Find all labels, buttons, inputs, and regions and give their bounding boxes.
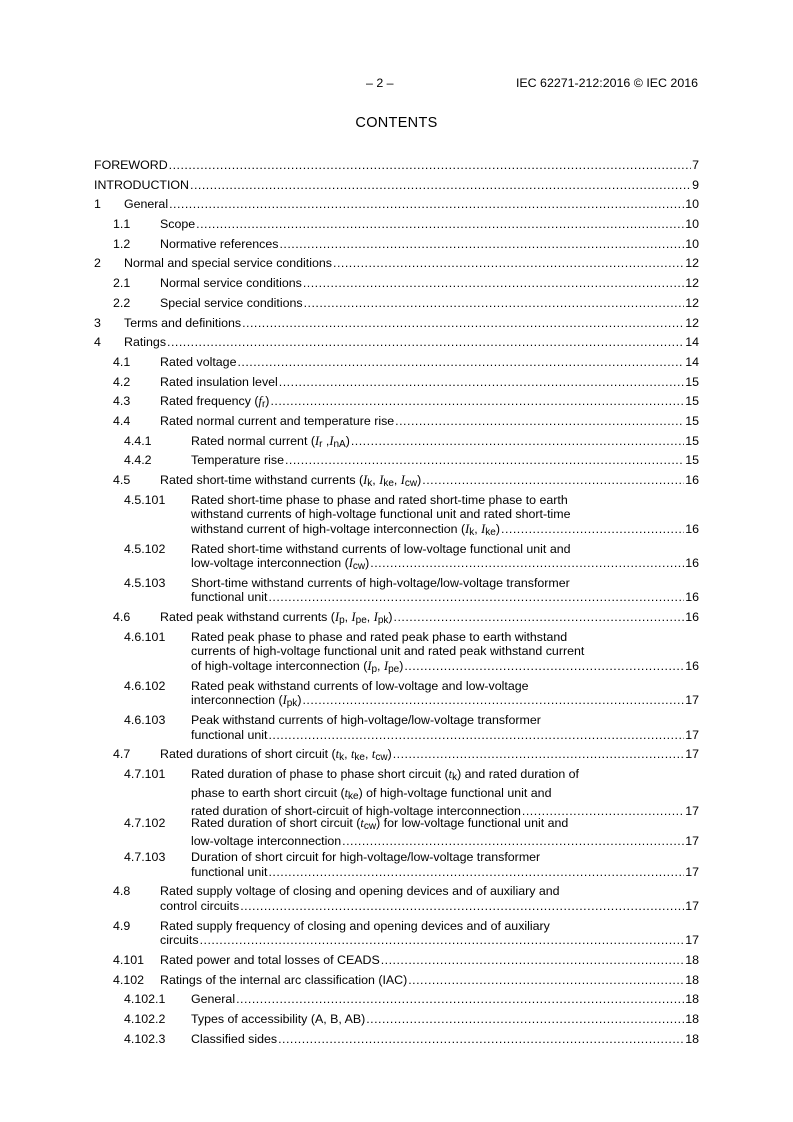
toc-entry-title: Rated voltage (160, 354, 237, 369)
toc-leader-dots (190, 178, 691, 193)
toc-entry-title: Normative references (160, 236, 279, 251)
toc-entry-title: Scope (160, 217, 196, 232)
toc-page-number: 16 (685, 659, 699, 674)
toc-page-number: 15 (685, 433, 699, 448)
toc-leader-dots (333, 256, 684, 271)
contents-title: CONTENTS (355, 115, 438, 131)
toc-entry[interactable] (94, 576, 699, 606)
toc-entry-title: functional unit (191, 727, 268, 742)
toc-entry-title: Rated short-time withstand currents of low-voltage functional unit and (191, 541, 571, 556)
toc-page-number: 16 (685, 473, 699, 487)
toc-entry-title: Rated peak withstand currents of low-voltage and low-voltage (191, 678, 529, 693)
toc-page-number: 17 (685, 727, 699, 742)
toc-entry-number: 4.6 (113, 610, 131, 625)
toc-leader-dots (268, 865, 684, 880)
toc-entry-title: Peak withstand currents of high-voltage/low-voltage transformer (191, 713, 541, 727)
toc-entry[interactable] (94, 394, 699, 411)
toc-leader-dots (304, 296, 685, 311)
toc-entry[interactable] (94, 256, 699, 273)
toc-entry-title: General (191, 992, 236, 1007)
toc-leader-dots (237, 355, 684, 370)
toc-entry-title: low-voltage interconnection $(I_{cw})$ (191, 556, 370, 573)
toc-entry-title: control circuits (160, 899, 240, 914)
toc-leader-dots (366, 1012, 684, 1027)
page-header (0, 76, 793, 92)
toc-entry-title: Rated peak withstand currents ($I_p$, $I_{pe}$, $I_{pk}$) (160, 610, 393, 627)
toc-page-number: 14 (685, 354, 699, 369)
toc-entry-number: 2 (94, 256, 101, 271)
toc-entry-number: 1.2 (113, 236, 131, 251)
toc-page-number: 12 (685, 295, 699, 310)
toc-entry[interactable] (94, 630, 699, 674)
toc-entry-title: functional unit (191, 590, 268, 605)
toc-entry-title: Rated normal current and temperature rise (160, 413, 395, 428)
toc-entry[interactable] (94, 1032, 699, 1049)
toc-leader-dots (351, 434, 684, 453)
toc-leader-dots (279, 375, 684, 390)
toc-leader-dots (278, 1032, 684, 1047)
toc-entry[interactable] (94, 884, 699, 914)
toc-leader-dots (169, 197, 684, 212)
toc-entry[interactable] (94, 414, 699, 431)
toc-entry[interactable] (94, 375, 699, 392)
toc-entry-number: 4.6.102 (124, 678, 166, 693)
toc-entry-number: 4.5.101 (124, 492, 166, 507)
toc-entry-title: low-voltage interconnection (191, 834, 342, 849)
toc-entry-number: 4.101 (113, 952, 145, 967)
toc-entry-number: 4.7 (113, 747, 131, 762)
toc-entry[interactable] (94, 335, 699, 352)
toc-entry-number: 4.102.1 (124, 992, 166, 1007)
toc-entry-title: Duration of short circuit for high-voltage/low-voltage transformer (191, 850, 541, 865)
toc-entry-title: Special service conditions (160, 295, 303, 310)
toc-entry[interactable] (94, 316, 699, 333)
toc-page-number: 18 (685, 1031, 699, 1046)
toc-entry-title: Rated durations of short circuit ($t_k$, $t_{ke}$, $t_{cw}$) (160, 747, 392, 764)
toc-leader-dots (242, 316, 684, 331)
toc-entry-title: Ratings (124, 335, 167, 350)
toc-entry-title: interconnection $(I_{pk})$ (191, 693, 302, 710)
toc-entry[interactable] (94, 679, 699, 709)
toc-entry-number: 4.7.102 (124, 815, 166, 830)
toc-leader-dots (342, 834, 684, 849)
toc-leader-dots (394, 610, 685, 629)
toc-leader-dots (370, 556, 684, 575)
toc-leader-dots (422, 473, 684, 492)
toc-page-number: 10 (685, 197, 699, 212)
toc-entry-title: Rated short-time phase to phase and rated short-time phase to earth (191, 492, 568, 507)
toc-leader-dots (268, 590, 684, 605)
toc-entry-title: Types of accessibility (A, B, AB) (191, 1012, 366, 1027)
table-of-contents (94, 158, 699, 1051)
toc-entry[interactable] (94, 453, 699, 470)
toc-entry[interactable] (94, 197, 699, 214)
toc-entry[interactable] (94, 1012, 699, 1029)
toc-entry-title: Classified sides (191, 1031, 278, 1046)
toc-leader-dots (236, 992, 684, 1007)
toc-page-number: 18 (685, 992, 699, 1007)
toc-entry[interactable] (94, 178, 699, 195)
toc-entry-title: Rated peak phase to phase and rated peak phase to earth withstand (191, 629, 568, 644)
toc-entry-number: 2.2 (113, 295, 131, 310)
toc-entry-title: General (124, 197, 169, 212)
toc-entry[interactable] (94, 217, 699, 234)
toc-entry-number: 4.4 (113, 413, 131, 428)
toc-entry-number: 3 (94, 315, 101, 330)
toc-entry[interactable] (94, 766, 699, 819)
toc-entry[interactable] (94, 713, 699, 743)
toc-entry-title: Rated frequency $(f_r)$ (160, 394, 270, 411)
toc-entry-title: functional unit (191, 864, 268, 879)
toc-page-number: 9 (692, 177, 699, 192)
toc-entry-title: Rated supply frequency of closing and opening devices and of auxiliary (160, 918, 550, 933)
toc-entry[interactable] (94, 815, 699, 849)
copyright-notice: IEC 62271-212:2016 © IEC 2016 (515, 76, 698, 90)
toc-entry[interactable] (94, 296, 699, 313)
toc-leader-dots (303, 276, 684, 291)
toc-entry-title: Normal service conditions (160, 276, 302, 291)
toc-entry-title: Rated short-time withstand currents ($I_k$, $I_{ke}$, $I_{cw}$) (160, 473, 422, 489)
toc-page-number: 18 (685, 972, 699, 987)
toc-entry-title: circuits (160, 933, 199, 948)
toc-entry-number: 2.1 (113, 276, 131, 291)
toc-page-number: 10 (685, 217, 699, 232)
toc-entry-number: 1 (94, 197, 101, 212)
toc-entry-title: phase to earth short circuit $(t_{ke})$ of high-voltage functional unit and (191, 785, 552, 802)
toc-entry-number: 4.7.101 (124, 766, 166, 781)
toc-leader-dots (167, 335, 684, 350)
toc-page-number: 18 (685, 1012, 699, 1027)
toc-entry-number: 4.102.3 (124, 1031, 166, 1046)
toc-leader-dots (285, 453, 684, 468)
toc-entry[interactable] (94, 919, 699, 949)
toc-entry[interactable] (94, 355, 699, 372)
toc-entry-title: Terms and definitions (124, 315, 242, 330)
toc-entry-title: of high-voltage interconnection ($I_p$, $I_{pe}$) (191, 659, 404, 676)
toc-entry[interactable] (94, 953, 699, 970)
toc-page-number: 17 (685, 747, 699, 762)
toc-page-number: 15 (685, 374, 699, 389)
toc-entry-title: Rated duration of short circuit $(t_{cw})$ for low-voltage functional unit and (191, 815, 569, 832)
toc-entry-title: Temperature rise (191, 453, 284, 468)
toc-entry-title: Rated insulation level (160, 374, 278, 389)
toc-entry-number: 4.102.2 (124, 1012, 166, 1027)
toc-leader-dots (169, 158, 691, 173)
toc-entry-title: Rated supply voltage of closing and opening devices and of auxiliary and (160, 884, 560, 899)
toc-entry[interactable] (94, 747, 699, 764)
toc-entry[interactable] (94, 992, 699, 1009)
toc-entry-number: 4.6.101 (124, 629, 166, 644)
toc-page-number: 17 (685, 693, 699, 708)
toc-entry[interactable] (94, 473, 699, 490)
toc-page-number: 16 (685, 521, 699, 536)
toc-entry[interactable] (94, 276, 699, 293)
toc-page-number: 17 (685, 804, 699, 819)
toc-entry-title: currents of high-voltage functional unit and rated peak withstand current (191, 644, 585, 659)
toc-page-number: 12 (685, 315, 699, 330)
toc-entry-number: 4.5.103 (124, 575, 166, 590)
toc-page-number: 7 (692, 158, 699, 172)
toc-page-number: 16 (685, 590, 699, 605)
toc-leader-dots (200, 933, 685, 948)
toc-entry-title: FOREWORD (94, 158, 168, 172)
toc-leader-dots (302, 693, 684, 712)
toc-entry[interactable] (94, 493, 699, 537)
toc-entry-number: 4.102 (113, 972, 145, 987)
toc-entry[interactable] (94, 850, 699, 880)
toc-entry-title: INTRODUCTION (94, 177, 189, 192)
toc-page-number: 16 (685, 610, 699, 625)
toc-page-number: 17 (685, 864, 699, 879)
toc-entry[interactable] (94, 158, 699, 175)
toc-leader-dots (240, 899, 684, 914)
toc-entry-number: 4.4.1 (124, 433, 152, 448)
toc-page-number: 17 (685, 834, 699, 849)
toc-page-number: 10 (685, 236, 699, 251)
toc-leader-dots (196, 217, 684, 232)
toc-entry-number: 4.4.2 (124, 453, 152, 468)
toc-entry-title: withstand current of high-voltage interconnection ($I_k$, $I_{ke}$) (191, 521, 500, 538)
toc-leader-dots (268, 728, 684, 743)
toc-page-number: 14 (685, 335, 699, 350)
toc-entry-number: 4.8 (113, 884, 131, 899)
toc-entry-number: 4.5 (113, 473, 131, 487)
toc-entry-title: withstand currents of high-voltage functional unit and rated short-time (191, 507, 571, 522)
page-number: – 2 – (366, 76, 394, 90)
toc-entry-title: Rated duration of phase to phase short circuit $(t_k)$ and rated duration of (191, 766, 579, 783)
toc-page-number: 12 (685, 256, 699, 271)
toc-entry-number: 4.9 (113, 918, 131, 933)
toc-leader-dots (270, 394, 684, 413)
toc-page-number: 18 (685, 952, 699, 967)
toc-leader-dots (381, 953, 684, 968)
toc-leader-dots (395, 414, 684, 429)
toc-entry-title: rated duration of short-circuit of high-voltage interconnection (191, 804, 521, 819)
toc-page-number: 17 (685, 899, 699, 914)
toc-entry-number: 1.1 (113, 217, 131, 232)
toc-entry-title: Short-time withstand currents of high-voltage/low-voltage transformer (191, 575, 570, 590)
toc-entry[interactable] (94, 542, 699, 572)
toc-leader-dots (408, 973, 684, 988)
toc-leader-dots (404, 659, 684, 678)
toc-entry-title: Rated power and total losses of CEADS (160, 952, 380, 967)
toc-entry[interactable] (94, 610, 699, 627)
toc-entry-title: Rated normal current ($I_r$ $,I_{nA}$) (191, 433, 350, 450)
toc-entry-number: 4.7.103 (124, 850, 166, 865)
toc-page-number: 15 (685, 453, 699, 468)
toc-page-number: 15 (685, 413, 699, 428)
toc-page-number: 17 (685, 933, 699, 948)
toc-entry-number: 4.6.103 (124, 713, 166, 727)
toc-entry-title: Ratings of the internal arc classification (IAC) (160, 972, 408, 987)
toc-entry-number: 4.1 (113, 354, 131, 369)
toc-leader-dots (501, 522, 684, 541)
toc-entry-number: 4 (94, 335, 101, 350)
toc-page-number: 16 (685, 556, 699, 571)
toc-entry-number: 4.3 (113, 394, 131, 409)
toc-entry-title: Normal and special service conditions (124, 256, 332, 271)
toc-entry[interactable] (94, 434, 699, 451)
toc-entry[interactable] (94, 237, 699, 254)
toc-entry[interactable] (94, 973, 699, 990)
toc-leader-dots (279, 237, 684, 252)
toc-entry-number: 4.5.102 (124, 541, 166, 556)
toc-page-number: 15 (685, 394, 699, 409)
toc-entry-number: 4.2 (113, 374, 131, 389)
toc-page-number: 12 (685, 276, 699, 291)
toc-leader-dots (393, 747, 685, 766)
